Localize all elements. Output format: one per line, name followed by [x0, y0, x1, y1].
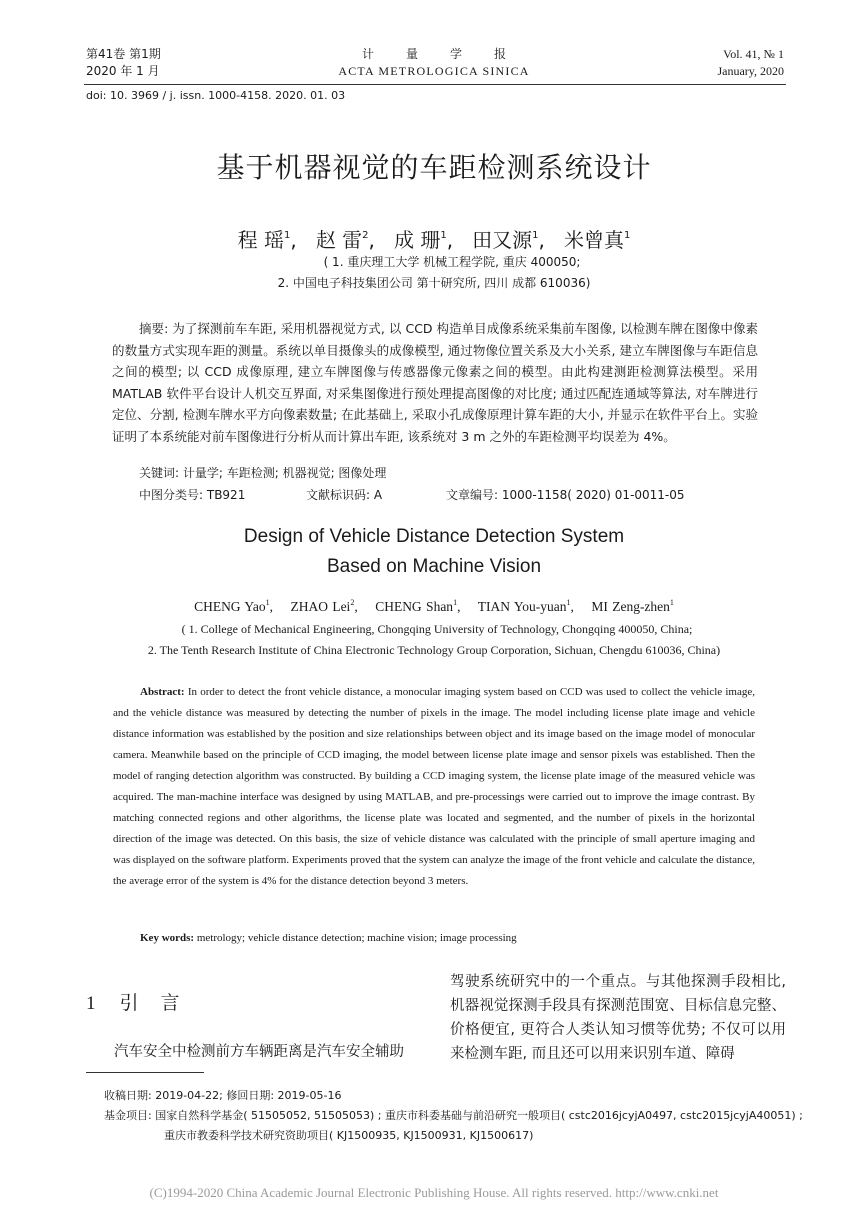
fund-line-2: 重庆市教委科学技术研究资助项目( KJ1500935, KJ1500931, KJ1500617) — [164, 1129, 534, 1142]
affiliation-cn-2: 2. 中国电子科技集团公司 第十研究所, 四川 成都 610036) — [277, 276, 591, 290]
abstract-en — [113, 682, 755, 892]
affiliation-en-2: 2. The Tenth Research Institute of China Electronic Technology Group Corporation, Sichuan, Chengdu 610036, China) — [147, 643, 721, 657]
document-code: 文献标识码: A — [306, 488, 383, 502]
author-en: MI Zeng-zhen$^1$ — [591, 598, 674, 614]
date-cn: 2020 年 1 月 — [86, 64, 160, 78]
keywords-en — [140, 932, 517, 944]
section-title: 引言 — [119, 992, 202, 1014]
author-cn: 成 珊$^1$ — [393, 228, 447, 252]
author-en: CHENG Shan$^1$ — [375, 598, 458, 614]
paper-title-cn: 基于机器视觉的车距检测系统设计 — [216, 151, 652, 184]
author-cn: 田又源$^1$ — [472, 228, 539, 252]
keywords-en-label: Key words: — [140, 932, 195, 944]
clc-number: 中图分类号: TB921 — [139, 488, 246, 502]
abstract-en-text: In order to detect the front vehicle distance, a monocular imaging system based on CCD was used to collect the vehicle image, and the vehicle distance was measured by detecting the number of pixels in the image. The model including license plate image and vehicle distance information was established by the position and size relationships between object and its image based on the image model of monocular camera. Meanwhile based on the principle of CCD imaging, the model between license plate image and sensor pixels was established. Then the model of ranging detection algorithm was constructed. By building a CCD imaging system, the license plate image of the measured vehicle was acquired. The man-machine interface was designed by using MATLAB, and pre-processings were carried out to improve the image contrast. By matching connected regions and other algorithms, the license plate was located and segmented, and the number of pixels in the horizontal direction of the image was detected. On this basis, the size of vehicle distance was calculated with the principle of small aperture imaging and was displayed on the software platform. Experiments proved that the system can analyze the image of the front vehicle and calculate the distance, the average error of the system is 4% for the distance detection beyond 3 meters. — [113, 686, 755, 887]
author-en: TIAN You-yuan$^1$ — [477, 598, 571, 614]
fund-line-1: 基金项目: 国家自然科学基金( 51505052, 51505053) ; 重庆市科委基础与前沿研究一般项目( cstc2016jcyjA0497, cstc2015jcyjA40051) ; — [104, 1109, 803, 1122]
header-volume-en — [717, 46, 784, 80]
authors-en: CHENG Yao$^1$, ZHAO Lei$^2$, CHENG Shan$^1$, TIAN You-yuan$^1$, MI Zeng-zhen$^1$ — [194, 598, 674, 614]
volume-issue-en: Vol. 41, № 1 — [723, 47, 784, 61]
author-en: CHENG Yao$^1$ — [194, 598, 270, 614]
abstract-en-label: Abstract: — [140, 686, 185, 698]
abstract-cn — [112, 318, 758, 448]
section-heading — [86, 988, 202, 1015]
keywords-cn: 关键词: 计量学; 车距检测; 机器视觉; 图像处理 — [139, 466, 387, 480]
section-number: 1 — [86, 993, 96, 1014]
footnote-rule — [86, 1072, 204, 1073]
author-cn: 米曾真$^1$ — [563, 228, 631, 252]
journal-name-en: ACTA METROLOGICA SINICA — [338, 64, 530, 78]
paper-title-en-line2: Based on Machine Vision — [326, 556, 542, 577]
body-text-left: 汽车安全中检测前方车辆距离是汽车安全辅助 — [114, 1044, 404, 1060]
author-cn: 程 瑶$^1$ — [237, 228, 291, 252]
footnotes — [104, 1086, 803, 1146]
affiliation-cn-1: ( 1. 重庆理工大学 机械工程学院, 重庆 400050; — [323, 255, 581, 269]
article-number: 文章编号: 1000-1158( 2020) 01-0011-05 — [446, 488, 685, 502]
author-cn: 赵 雷$^2$ — [315, 228, 369, 252]
abstract-cn-text: 摘要: 为了探测前车车距, 采用机器视觉方式, 以 CCD 构造单目成像系统采集前车图像, 以检测车牌在图像中像素的数量方式实现车距的测量。系统以单目摄像头的成像模型, 通过物像位置关系及大小关系, 建立车牌图像与车距信息之间的模型; 以 CCD 成像原理, 建立车牌图像与传感器像元像素之间的模型。由此构建测距检测算法模型。采用 MATLAB 软件平台设计人机交互界面, 对采集图像进行预处理提高图像的对比度; 通过匹配连通域等算法, 对车牌进行定位、分割, 检测车牌水平方向像素数量; 在此基础上, 采取小孔成像原理计算车距的大小, 并显示在软件平台上。实验证明了本系统能对前车图像进行分析从而计算出车距, 该系统对 3 m 之外的车距检测平均误差为 4%。 — [112, 321, 758, 444]
date-en: January, 2020 — [717, 64, 784, 78]
doi: doi: 10. 3969 / j. issn. 1000-4158. 2020. 01. 03 — [86, 89, 346, 102]
paper-title-en-line1: Design of Vehicle Distance Detection System — [243, 526, 625, 547]
body-text-right: 驾驶系统研究中的一个重点。与其他探测手段相比, 机器视觉探测手段具有探测范围宽、目标信息完整、价格便宜, 更符合人类认知习惯等优势; 不仅可以用来检测车距, 而且还可以用来识别车道、障碍 — [450, 974, 786, 1062]
authors-cn: 程 瑶$^1$, 赵 雷$^2$, 成 珊$^1$, 田又源$^1$, 米曾真$^1$ — [237, 228, 631, 252]
affiliation-en-1: ( 1. College of Mechanical Engineering, Chongqing University of Technology, Chongqing 400050, China; — [181, 622, 693, 636]
journal-name-cn: 计量学报 — [361, 47, 538, 61]
author-en: ZHAO Lei$^2$ — [290, 598, 355, 614]
keywords-en-text: metrology; vehicle distance detection; machine vision; image processing — [194, 932, 517, 944]
received-date: 收稿日期: 2019-04-22; 修回日期: 2019-05-16 — [104, 1089, 342, 1102]
volume-issue-cn: 第41卷 第1期 — [86, 47, 161, 61]
copyright-watermark: (C)1994-2020 China Academic Journal Electronic Publishing House. All rights reserved. http://www.cnki.net — [149, 1185, 719, 1200]
header-rule — [84, 84, 786, 85]
paper-title-en — [0, 522, 868, 582]
